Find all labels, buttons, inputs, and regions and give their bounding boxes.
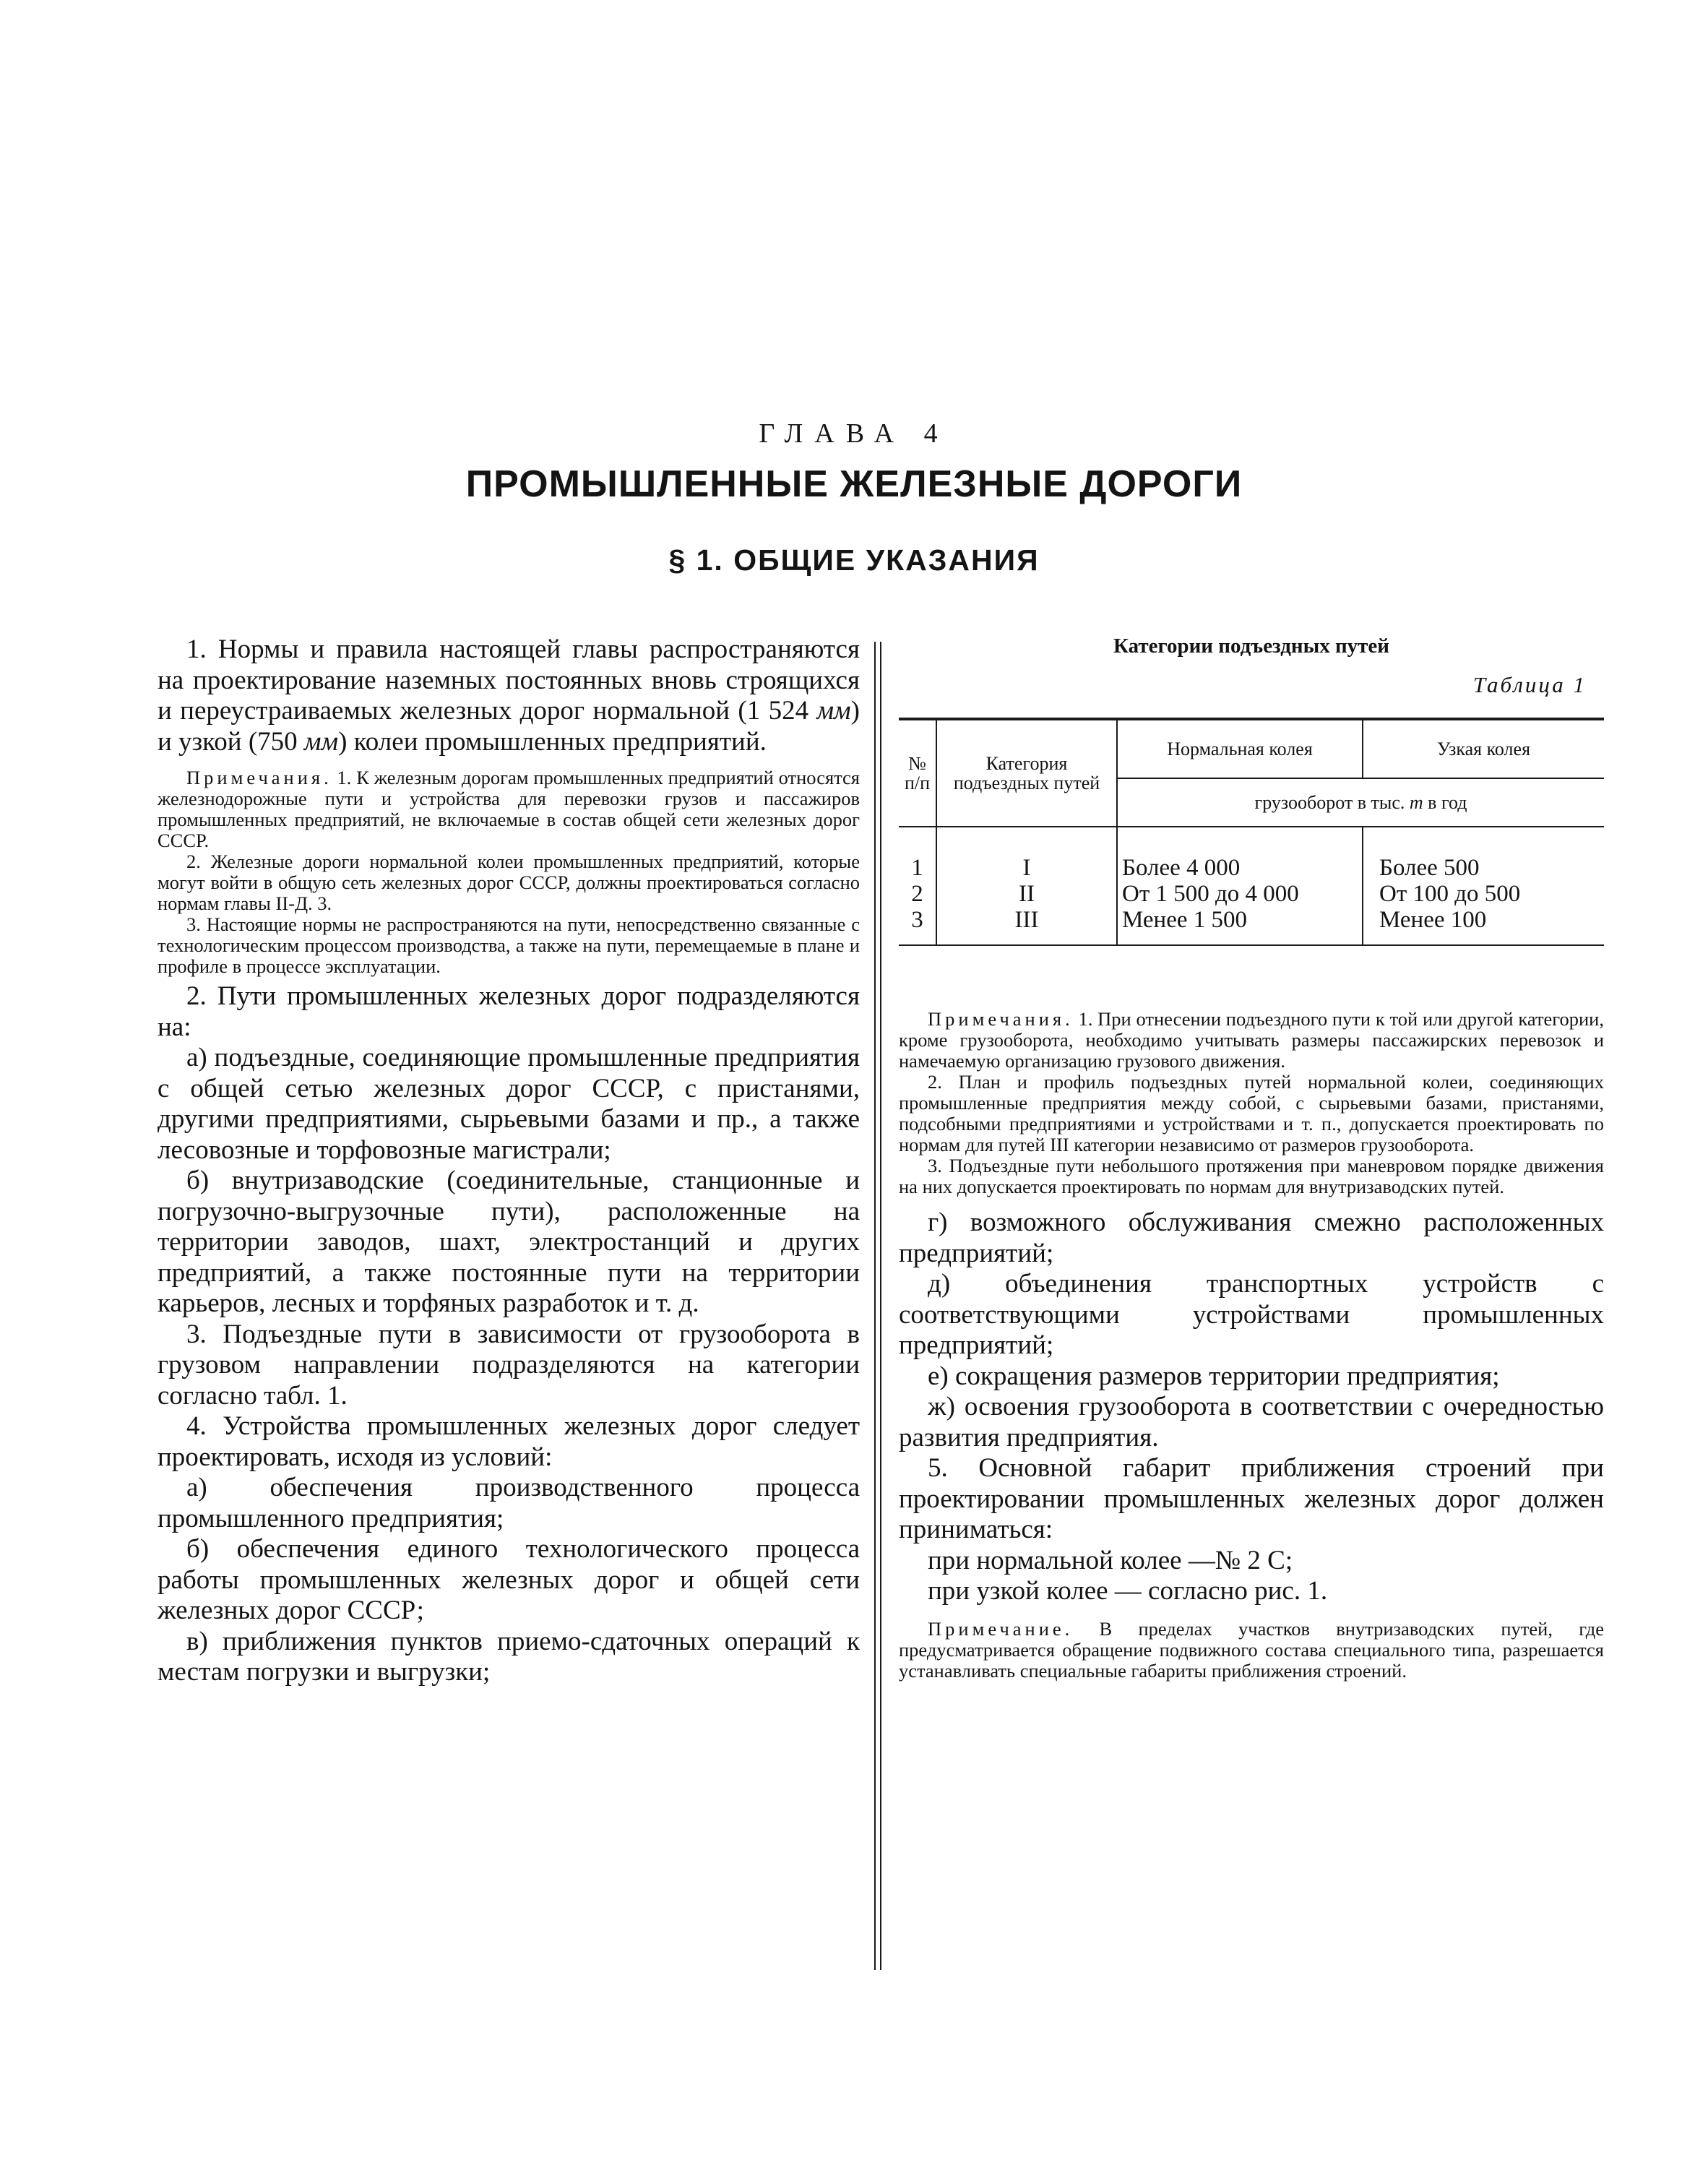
right-note-3: 3. Подъездные пути небольшого протяжения при маневровом порядке движения на них допускается проектировать по нормам для внутризаводских путей. [899, 1155, 1604, 1197]
paragraph-4e: е) сокращения размеров территории предприятия; [928, 1361, 1500, 1391]
paragraph-5: 5. Основной габарит приближения строений при проектировании промышленных железных дорог должен приниматься: [899, 1453, 1604, 1544]
paragraph-2: 2. Пути промышленных железных дорог подразделяются на: [158, 981, 860, 1042]
categories-table [899, 718, 1604, 946]
left-note-1: Примечания. 1. К железным дорогам промышленных предприятий относятся железнодорожные пути и устройства для перевозки грузов и пассажиров промышленных предприятий, не включаемые в состав общей сети железных дорог СССР. [158, 767, 860, 851]
table-row: 1 I Более 4 000 Более 500 [899, 855, 1604, 881]
paragraph-4zh: ж) освоения грузооборота в соответствии с очередностью развития предприятия. [899, 1392, 1604, 1452]
paragraph-1: 1. Нормы и правила настоящей главы распространяются на проектирование наземных постоянных вновь строящихся и переустраиваемых железных дорог нормальной (1 524 мм) и узкой (750 мм) колеи промышленных предприятий. [158, 634, 860, 757]
section-title: § 1. ОБЩИЕ УКАЗАНИЯ [668, 543, 1040, 577]
right-note-final: Примечание. В пределах участков внутризаводских путей, где предусматривается обращение подвижного состава специального типа, разрешается устанавливать специальные габариты приближения строений. [899, 1617, 1604, 1682]
paragraph-5-narrow: при узкой колее — согласно рис. 1. [928, 1576, 1328, 1606]
chapter-label: ГЛАВА 4 [759, 418, 949, 449]
header-category: Категория подъездных путей [936, 719, 1117, 827]
header-freight-unit: грузооборот в тыс. т в год [1117, 778, 1604, 827]
paragraph-3: 3. Подъездные пути в зависимости от грузооборота в грузовом направлении подразделяются на категории согласно табл. 1. [158, 1319, 860, 1411]
column-divider-left [874, 642, 876, 1970]
header-narrow: Узкая колея [1363, 719, 1604, 778]
paragraph-4c: в) приближения пунктов приемо-сдаточных операций к местам погрузки и выгрузки; [158, 1626, 860, 1687]
paragraph-4a: а) обеспечения производственного процесса промышленного предприятия; [158, 1473, 860, 1533]
paragraph-4: 4. Устройства промышленных железных дорог следует проектировать, исходя из условий: [158, 1411, 860, 1472]
header-normal: Нормальная колея [1117, 719, 1363, 778]
left-note-3: 3. Настоящие нормы не распространяются на пути, непосредственно связанные с технологическим процессом производства, а также на пути, перемещаемые в плане и профиле в процессе эксплуатации. [158, 913, 860, 977]
chapter-title: ПРОМЫШЛЕННЫЕ ЖЕЛЕЗНЫЕ ДОРОГИ [465, 463, 1243, 505]
right-note-2: 2. План и профиль подъездных путей нормальной колеи, соединяющих промышленные предприятия между собой, с сырьевыми базами, пристанями, подсобными предприятиями и устройствами и т. п., допускается проектировать по нормам для путей III категории независимо от размеров грузооборота. [899, 1071, 1604, 1155]
paragraph-4b: б) обеспечения единого технологического процесса работы промышленных железных дорог и общей сети железных дорог СССР; [158, 1534, 860, 1625]
table-caption: Категории подъездных путей [1113, 634, 1389, 658]
right-column [899, 1009, 1604, 1682]
paragraph-2a: а) подъездные, соединяющие промышленные предприятия с общей сетью железных дорог СССР, с пристанями, другими предприятиями, сырьевыми базами и пр., а также лесовозные и торфовозные магистрали; [158, 1043, 860, 1165]
header-num: № п/п [899, 719, 936, 827]
table-row: 3 III Менее 1 500 Менее 100 [899, 907, 1604, 945]
paragraph-2b: б) внутризаводские (соединительные, станционные и погрузочно-выгрузочные пути), расположенные на территории заводов, шахт, электростанций и других предприятий, а также постоянные пути на территории карьеров, лесных и торфяных разработок и т. д. [158, 1166, 860, 1318]
left-column [158, 634, 860, 1688]
paragraph-4g: г) возможного обслуживания смежно расположенных предприятий; [899, 1208, 1604, 1268]
table-row: 2 II От 1 500 до 4 000 От 100 до 500 [899, 881, 1604, 907]
paragraph-5-normal: при нормальной колее —№ 2 С; [928, 1545, 1293, 1575]
left-note-2: 2. Железные дороги нормальной колеи промышленных предприятий, которые могут войти в общую сеть железных дорог СССР, должны проектироваться согласно нормам главы II-Д. 3. [158, 851, 860, 914]
paragraph-4d: д) объединения транспортных устройств с соответствующими устройствами промышленных предприятий; [899, 1269, 1604, 1360]
table-number: Таблица 1 [1472, 672, 1587, 697]
column-divider-right [880, 642, 881, 1970]
right-note-1: Примечания. 1. При отнесении подъездного пути к той или другой категории, кроме грузооборота, необходимо учитывать размеры пассажирских перевозок и намечаемую организацию грузового движения. [899, 1008, 1604, 1072]
